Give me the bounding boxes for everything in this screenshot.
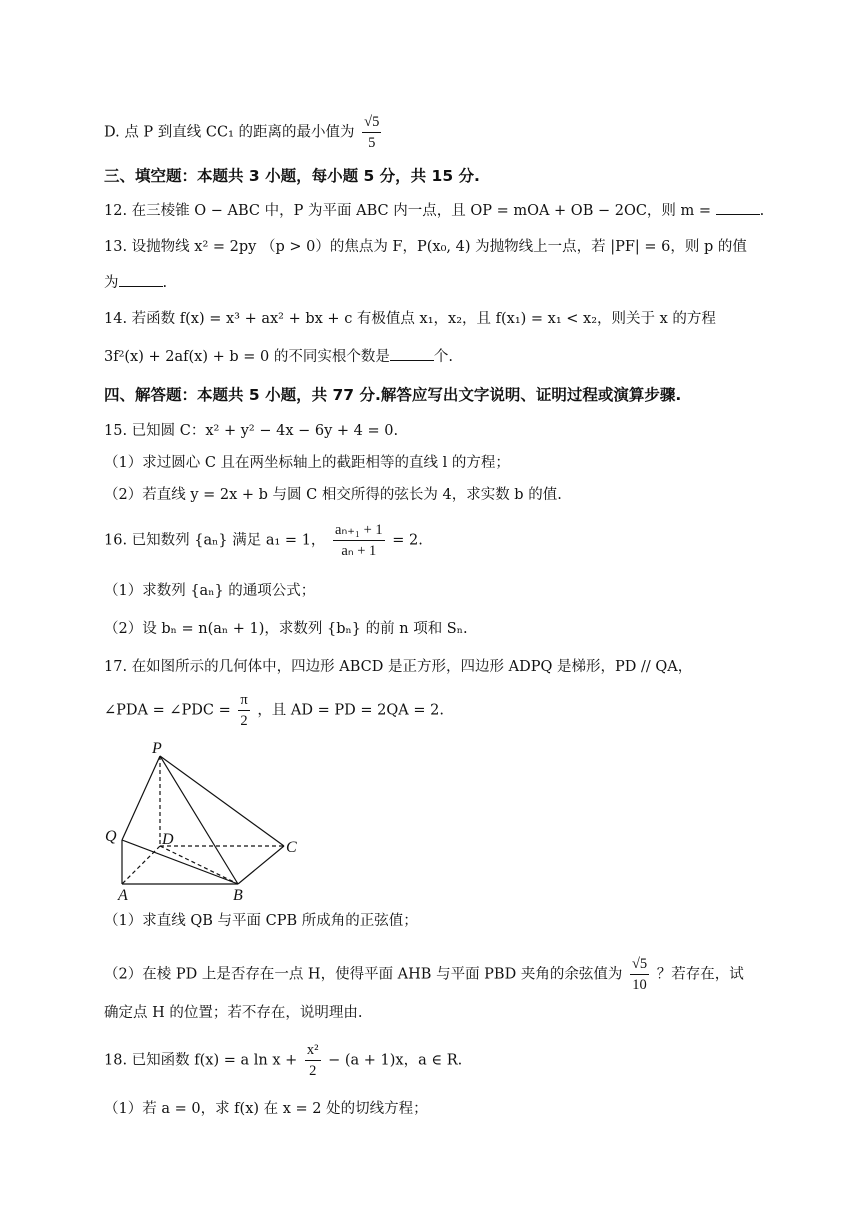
q12-end: .: [759, 203, 765, 219]
question-17-line2: [104, 690, 778, 731]
q17-2-text: （2）在棱 PD 上是否存在一点 H，使得平面 AHB 与平面 PBD 夹角的余弦值为: [104, 966, 623, 983]
option-d-text: D. 点 P 到直线 CC₁ 的距离的最小值为: [104, 124, 355, 141]
question-14-line2: [104, 346, 778, 368]
answer-blank: [119, 272, 163, 287]
edge-QB: [122, 840, 238, 884]
question-18: [104, 1040, 778, 1081]
question-16: [104, 520, 778, 561]
q14-end: 个.: [433, 349, 453, 365]
frac-numerator: x²: [305, 1040, 321, 1061]
q13-text: 为: [104, 275, 119, 291]
frac-denominator: 2: [309, 1063, 317, 1079]
q17-2-end: ？若存在，试: [656, 966, 744, 983]
label-B: B: [233, 887, 243, 904]
frac-numerator: √5: [362, 112, 381, 133]
question-15: 15. 已知圆 C：x² + y² − 4x − 6y + 4 = 0.: [104, 423, 399, 439]
question-16-part1: （1）求数列 {aₙ} 的通项公式；: [104, 583, 316, 599]
q18-fraction: [305, 1040, 321, 1081]
q17-fraction: [238, 690, 249, 731]
question-13-line1: 13. 设抛物线 x² = 2py （p > 0）的焦点为 F，P(x₀, 4) 为抛物线上一点，若 |PF| = 6，则 p 的值: [104, 239, 747, 255]
q16-end: = 2.: [392, 532, 423, 549]
q16-text: 16. 已知数列 {aₙ} 满足 a₁ = 1，: [104, 532, 326, 549]
q18-end: − (a + 1)x，a ∈ R.: [328, 1052, 463, 1069]
section-4-heading: 四、解答题：本题共 5 小题，共 77 分.解答应写出文字说明、证明过程或演算步骤.: [104, 386, 682, 404]
question-16-part2: （2）设 bₙ = n(aₙ + 1)，求数列 {bₙ} 的前 n 项和 Sₙ.: [104, 621, 468, 637]
option-d-fraction: [362, 112, 381, 153]
label-C: C: [286, 839, 297, 856]
section-3-heading: 三、填空题：本题共 3 小题，每小题 5 分，共 15 分.: [104, 167, 480, 185]
edge-PA: [122, 756, 160, 840]
q17-end: ，且 AD = PD = 2QA = 2.: [257, 702, 444, 719]
frac-numerator: aₙ₊₁ + 1: [333, 520, 385, 541]
frac-numerator: √5: [630, 954, 649, 975]
question-17-part1: （1）求直线 QB 与平面 CPB 所成角的正弦值；: [104, 913, 418, 929]
geometry-figure: [100, 740, 310, 905]
label-Q: Q: [105, 828, 117, 845]
question-14-line1: 14. 若函数 f(x) = x³ + ax² + bx + c 有极值点 x₁，x₂，且 f(x₁) = x₁ < x₂，则关于 x 的方程: [104, 311, 716, 327]
question-18-part1: （1）若 a = 0，求 f(x) 在 x = 2 处的切线方程；: [104, 1101, 428, 1117]
question-12: [104, 200, 778, 222]
question-15-part2: （2）若直线 y = 2x + b 与圆 C 相交所得的弦长为 4，求实数 b 的值.: [104, 487, 562, 503]
q17-2-fraction: [630, 954, 649, 995]
frac-denominator: 5: [368, 135, 376, 151]
edge-BC: [238, 846, 284, 884]
frac-denominator: 2: [240, 713, 248, 729]
question-17-part2: [104, 954, 778, 995]
question-17-line1: 17. 在如图所示的几何体中，四边形 ABCD 是正方形，四边形 ADPQ 是梯形，PD // QA，: [104, 659, 693, 675]
q16-fraction: [333, 520, 385, 561]
question-15-part1: （1）求过圆心 C 且在两坐标轴上的截距相等的直线 l 的方程；: [104, 455, 510, 471]
label-A: A: [118, 887, 128, 904]
q17-angle-text: ∠PDA = ∠PDC =: [104, 702, 231, 719]
q14-text: 3f²(x) + 2af(x) + b = 0 的不同实根个数是: [104, 349, 390, 365]
question-13-line2: [104, 272, 778, 294]
edge-DA: [122, 846, 160, 884]
frac-denominator: 10: [632, 977, 647, 993]
answer-blank: [390, 346, 434, 361]
q13-end: .: [162, 275, 168, 291]
frac-denominator: aₙ + 1: [341, 543, 377, 559]
answer-blank: [716, 200, 760, 215]
frac-numerator: π: [238, 690, 249, 711]
q12-text: 12. 在三棱锥 O − ABC 中，P 为平面 ABC 内一点，且 OP = mOA + OB − 2OC，则 m =: [104, 203, 712, 219]
edge-PC: [160, 756, 284, 846]
q18-text: 18. 已知函数 f(x) = a ln x +: [104, 1052, 298, 1069]
question-17-part2-line2: 确定点 H 的位置；若不存在，说明理由.: [104, 1005, 363, 1021]
label-D: D: [162, 831, 174, 848]
label-P: P: [152, 740, 162, 757]
option-d: [104, 112, 778, 153]
